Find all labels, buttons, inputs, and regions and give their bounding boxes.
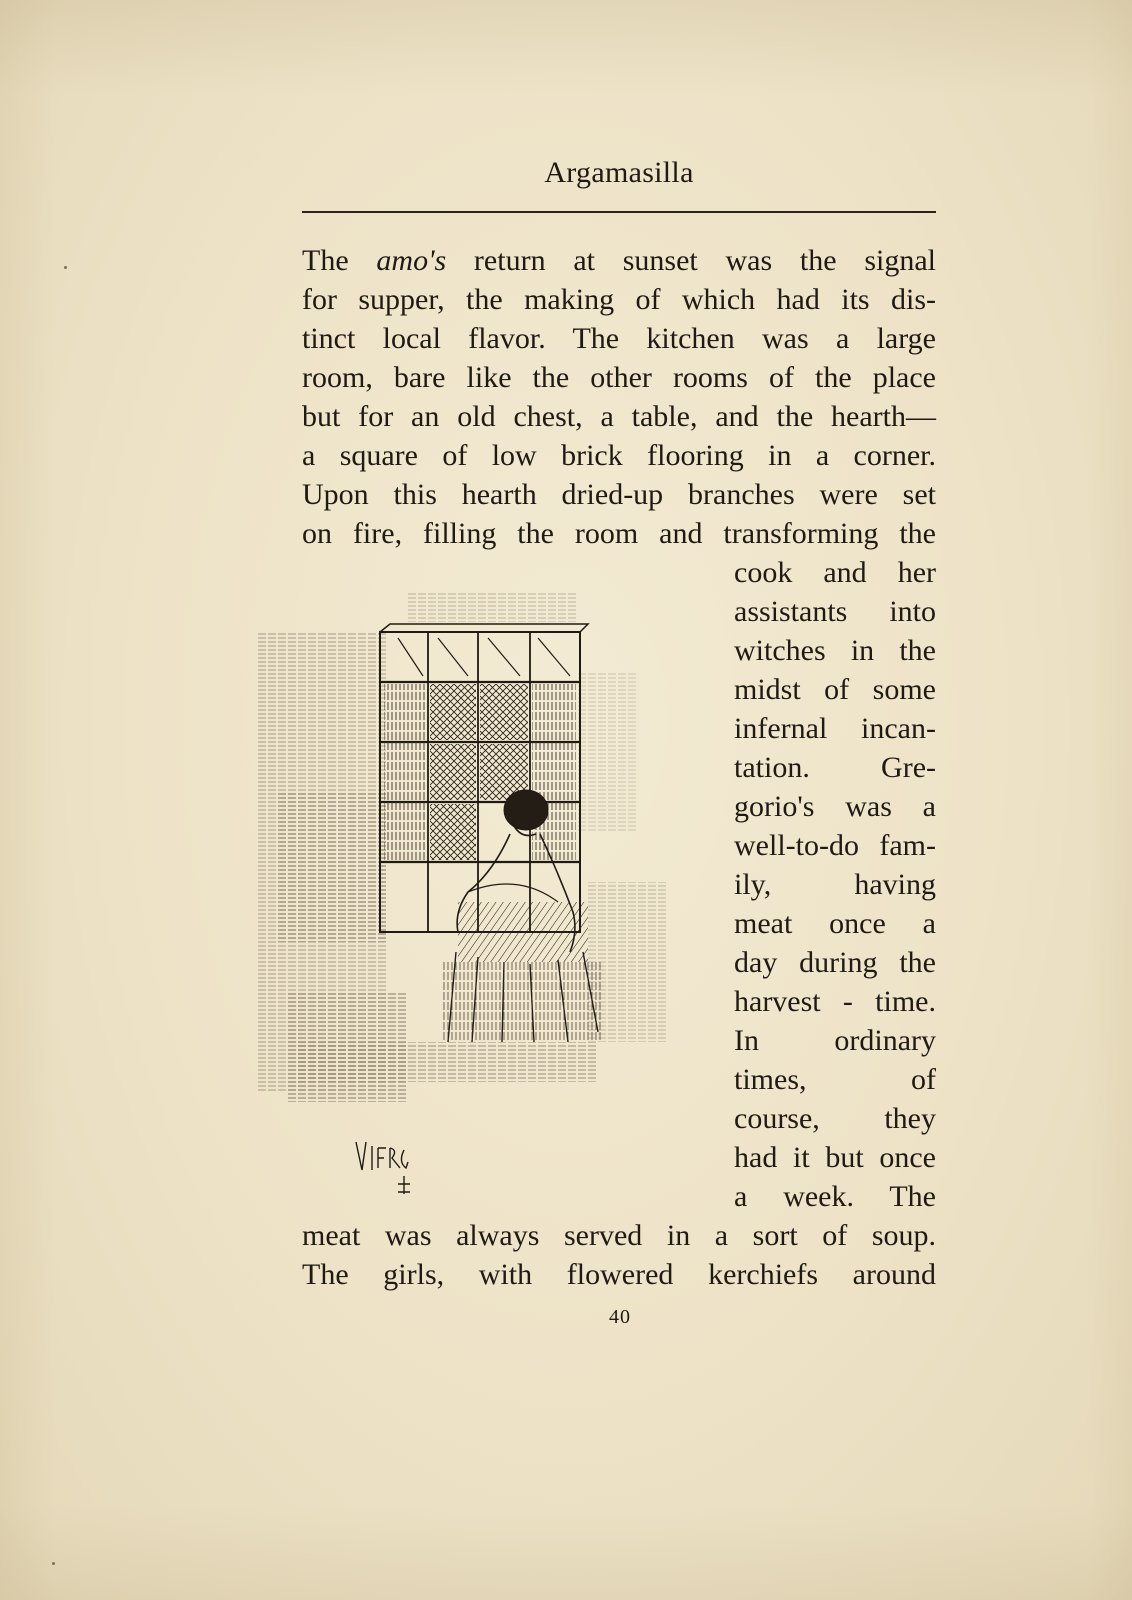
side-line-4: midst of some: [734, 673, 936, 706]
side-line-3: witches in the: [734, 634, 936, 667]
paper-speck: [52, 1562, 55, 1565]
paper-speck: [64, 266, 67, 269]
side-line-7: gorio's was a: [734, 790, 936, 823]
text-line-after-2: The girls, with flowered kerchiefs around: [302, 1258, 936, 1291]
head-rule: [302, 211, 936, 213]
italic-word: amo's: [376, 244, 447, 277]
lattice-cabinet: [380, 624, 588, 932]
side-line-8: well-to-do fam-: [734, 829, 936, 862]
text-line-after-1: meat was always served in a sort of soup.: [302, 1219, 936, 1252]
text-line-8: on fire, filling the room and transforming the: [302, 517, 936, 550]
text-line-4: room, bare like the other rooms of the place: [302, 361, 936, 394]
side-line-16: had it but once: [734, 1141, 936, 1174]
floor-shading: [298, 1042, 598, 1082]
side-line-10: meat once a: [734, 907, 936, 940]
side-line-11: day during the: [734, 946, 936, 979]
side-line-2: assistants into: [734, 595, 936, 628]
page-number: 40: [609, 1306, 631, 1328]
text-line-7: Upon this hearth dried-up branches were set: [302, 478, 936, 511]
side-line-14: times, of: [734, 1063, 936, 1096]
side-line-13: In ordinary: [734, 1024, 936, 1057]
side-line-17: a week. The: [734, 1180, 936, 1213]
running-head: Argamasilla: [544, 156, 694, 189]
side-line-9: ily, having: [734, 868, 936, 901]
text-line-2: for supper, the making of which had its dis-: [302, 283, 936, 316]
text-line-6: a square of low brick flooring in a corner.: [302, 439, 936, 472]
text-line-1-start: The: [302, 244, 377, 277]
artist-signature: [356, 1142, 410, 1194]
text-line-3: tinct local flavor. The kitchen was a large: [302, 322, 936, 355]
side-line-6: tation. Gre-: [734, 751, 936, 784]
side-line-5: infernal incan-: [734, 712, 936, 745]
side-line-12: harvest - time.: [734, 985, 936, 1018]
side-line-1: cook and her: [734, 556, 936, 589]
text-line-1: [302, 241, 936, 280]
side-line-15: course, they: [734, 1102, 936, 1135]
text-line-1-end: return at sunset was the signal: [446, 244, 936, 277]
text-line-5: but for an old chest, a table, and the hearth—: [302, 400, 936, 433]
sketch-illustration: [258, 572, 698, 1212]
